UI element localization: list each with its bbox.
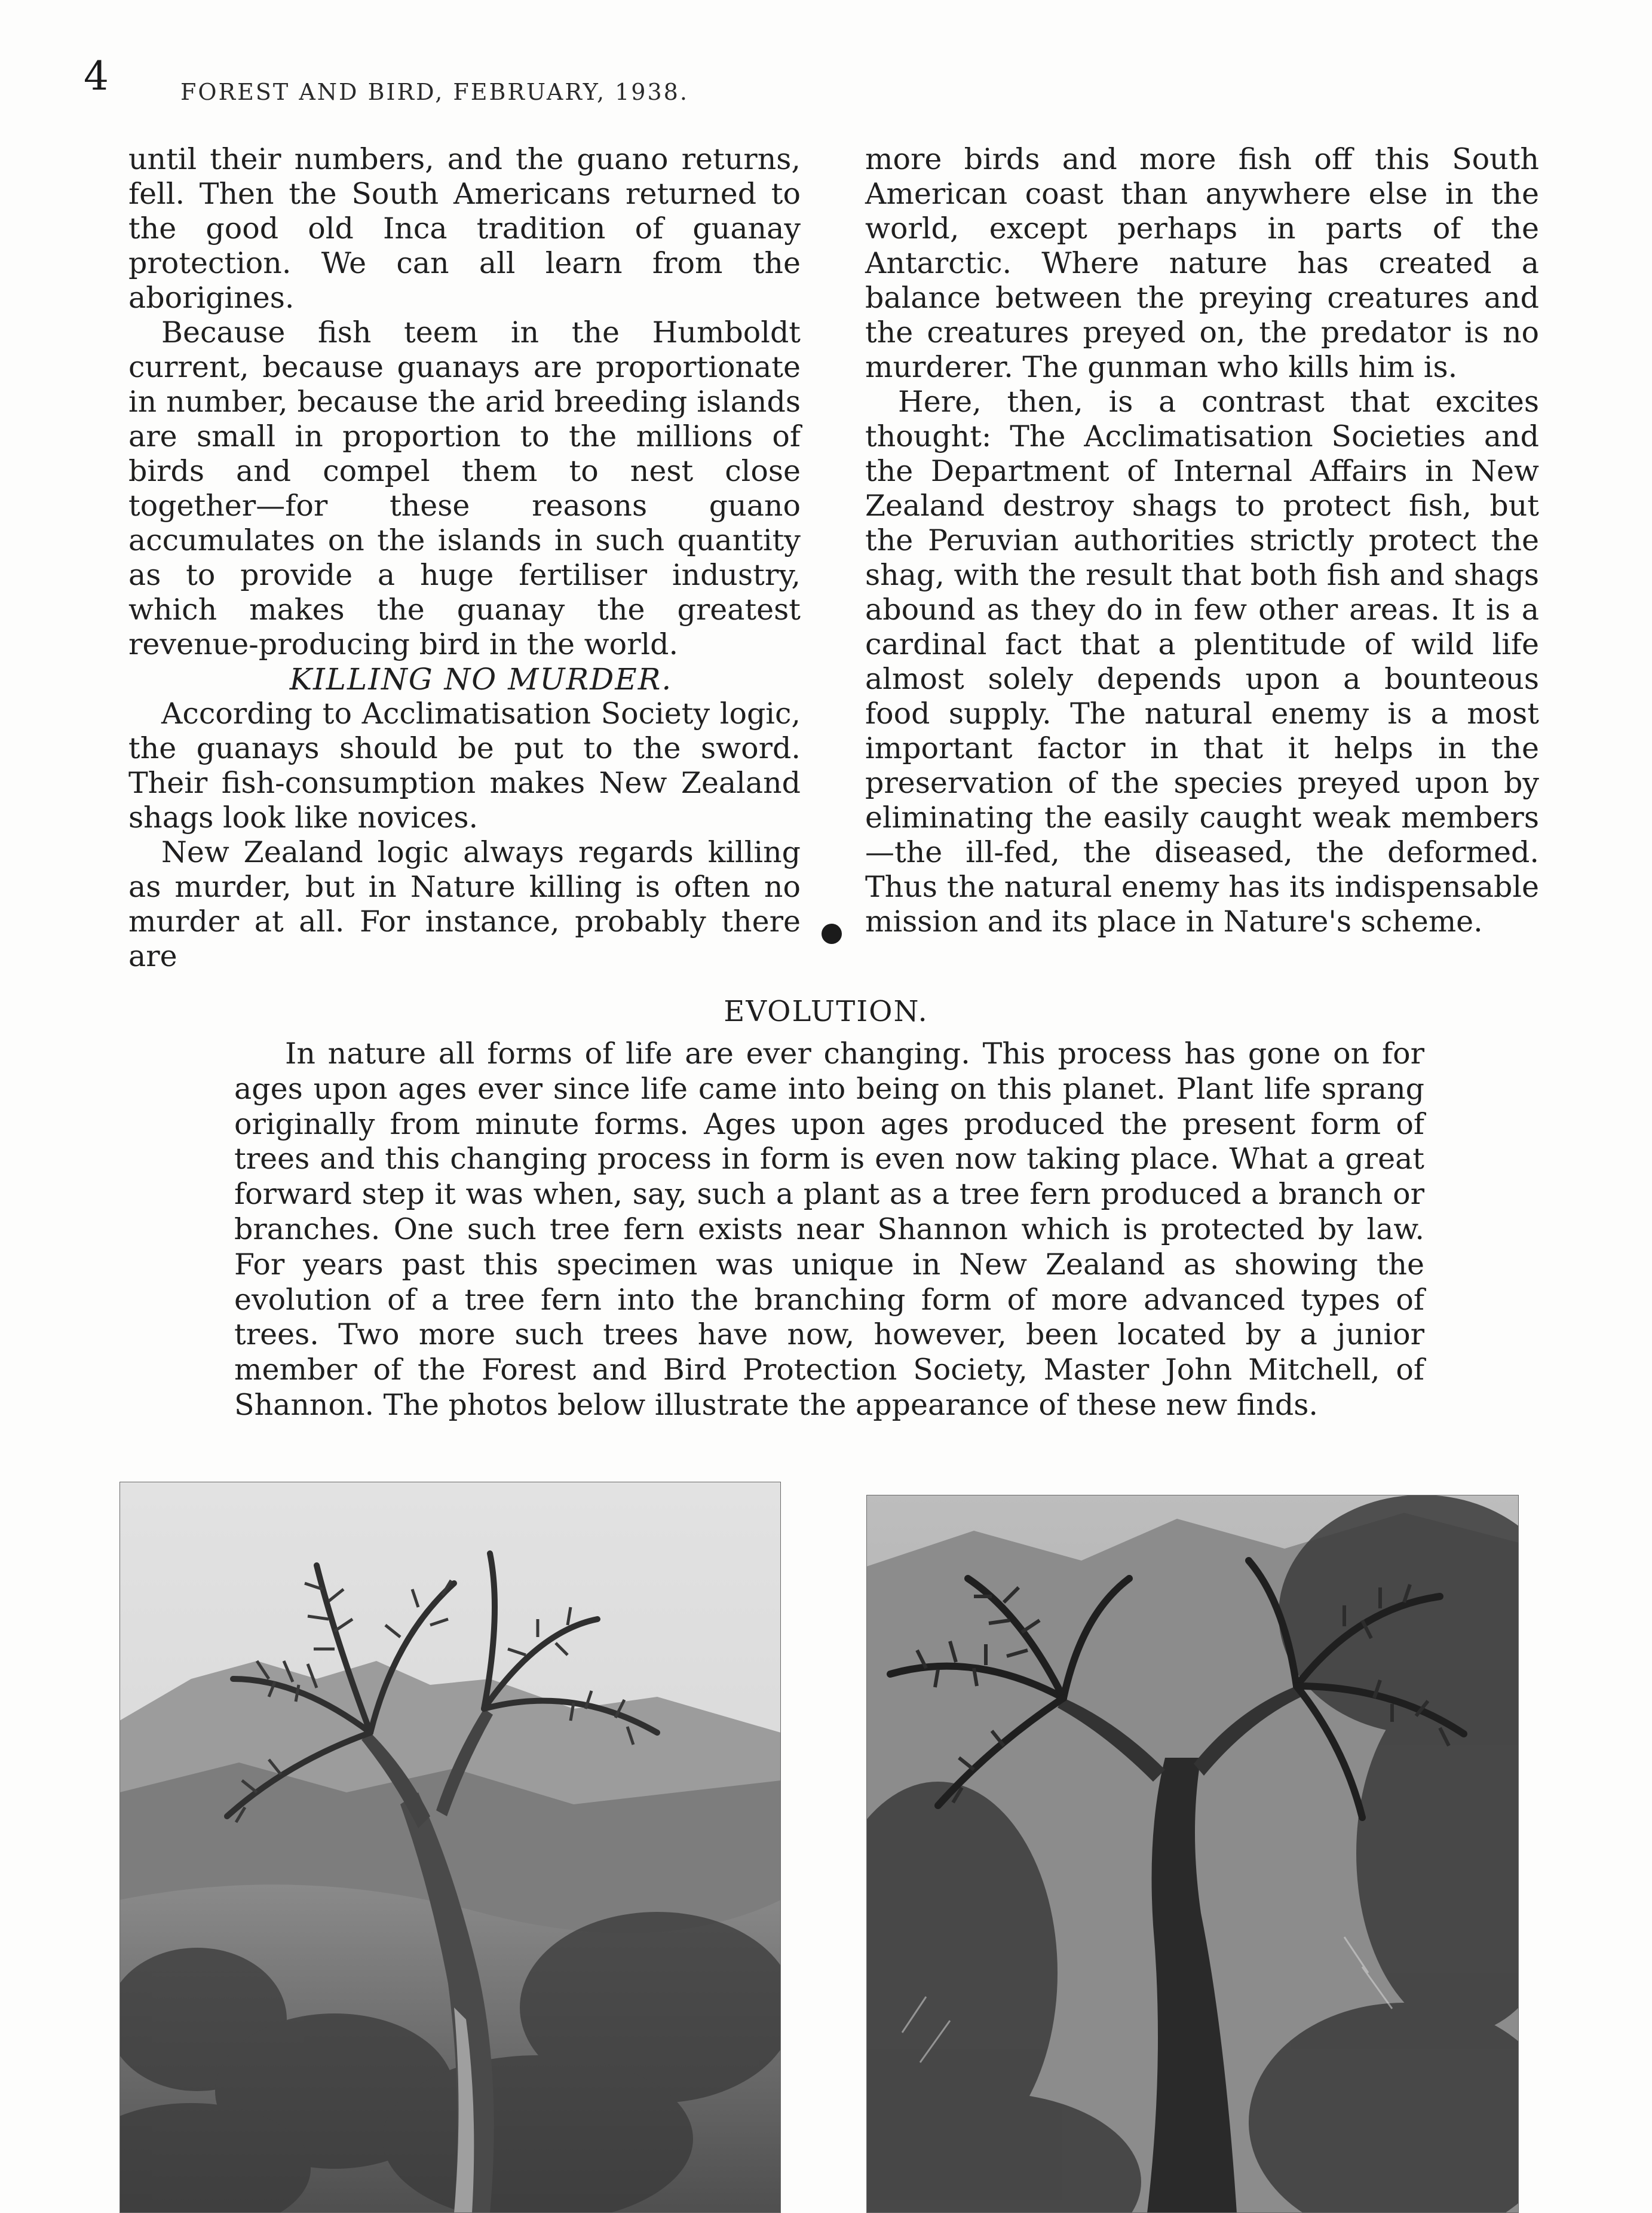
paragraph: until their numbers, and the guano returns, fell. Then the South Americans returned to the good old Inca tradition of guanay protection. We can all learn from the aborigines. [128,142,801,315]
paragraph: New Zealand logic always regards killing as murder, but in Nature killing is often no murder at all. For instance, probably there are [128,835,801,973]
left-column [128,142,801,974]
section-divider-dot [822,924,842,944]
running-head: FOREST AND BIRD, FEBRUARY, 1938. [180,79,689,105]
section-subheading: KILLING NO MURDER. [289,662,673,697]
paragraph: more birds and more fish off this South American coast than anywhere else in the world, except perhaps in parts of the Antarctic. Where nature has created a balance between the preying creatures and the creatures preyed on, the predator is no murderer. The gunman who kills him is. [865,142,1539,384]
tree-fern-illustration [866,1495,1519,2213]
paragraph: Here, then, is a contrast that excites thought: The Acclimatisation Societies and the Department of Internal Affairs in New Zealand destroy shags to protect fish, but the Peruvian authorities strictly protect the shag, with the result that both fish and shags abound as they do in few other areas. It is a cardinal fact that a plentitude of wild life almost solely depends upon a bounteous food supply. The natural enemy is a most important factor in that it helps in the preservation of the species preyed upon by eliminating the easily caught weak members—the ill-fed, the diseased, the deformed. Thus the natural enemy has its indispensable mission and its place in Nature's scheme. [865,385,1539,939]
paragraph: Because fish teem in the Humboldt current, because guanays are proportionate in number, because the arid breeding islands are small in proportion to the millions of birds and compel them to nest close together—for these reasons guano accumulates on the islands in such quantity as to provide a huge fertiliser industry, which makes the guanay the greatest revenue-producing bird in the world. [128,315,801,661]
evolution-title: EVOLUTION. [724,995,928,1028]
photo-tree-fern-right [866,1495,1519,2213]
paragraph: In nature all forms of life are ever changing. This process has gone on for ages upon ages ever since life came into being on this planet. Plant life sprang originally from minute forms. Ages upon ages produced the present form of trees and this changing process in form is even now taking place. What a great forward step it was when, say, such a plant as a tree fern produced a branch or branches. One such tree fern exists near Shannon which is protected by law. For years past this specimen was unique in New Zealand as showing the evolution of a tree fern into the branching form of more advanced types of trees. Two more such trees have now, however, been located by a junior member of the Forest and Bird Protection Society, Master John Mitchell, of Shannon. The photos below illustrate the appearance of these new finds. [234,1037,1424,1422]
right-column [865,142,1539,939]
evolution-body [234,1037,1424,1423]
photo-tree-fern-left [119,1482,781,2213]
tree-fern-illustration [119,1482,781,2213]
paragraph: According to Acclimatisation Society logic, the guanays should be put to the sword. Their fish-consumption makes New Zealand shags look like novices. [128,697,801,835]
page-number: 4 [84,53,109,99]
